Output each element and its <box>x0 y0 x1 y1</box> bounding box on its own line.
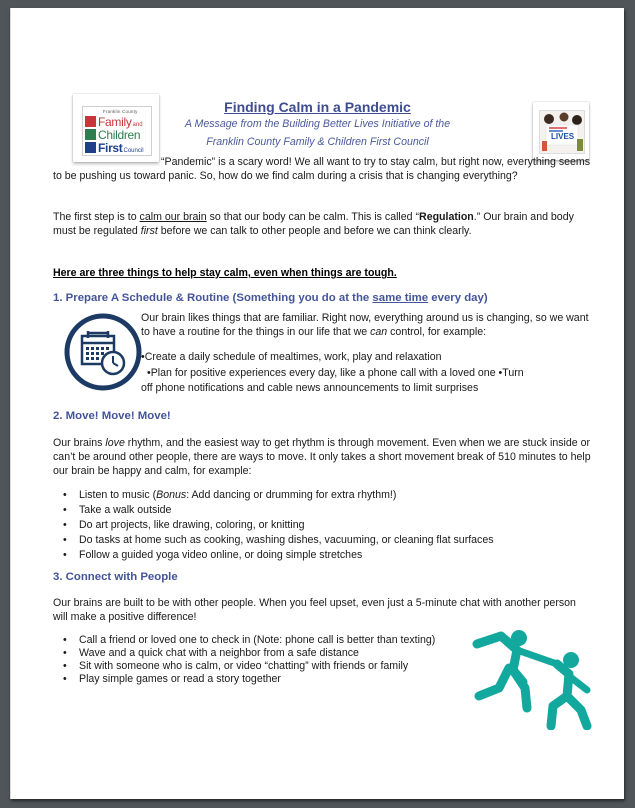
logo-line-franklin-county: Franklin County <box>103 109 138 114</box>
section-2-heading: 2. Move! Move! Move! <box>53 410 171 422</box>
document-page <box>10 8 624 799</box>
text-run: Follow a guided yoga video online, or doing simple stretches <box>79 549 363 561</box>
list-item <box>53 634 435 647</box>
text-run: Play simple games or read a story together <box>79 673 281 685</box>
three-things-heading: Here are three things to help stay calm, even when things are tough. <box>53 267 397 279</box>
italic-text: Bonus <box>156 489 187 501</box>
section-1-bullet-1: •Create a daily schedule of mealtimes, work, play and relaxation <box>141 351 442 363</box>
text-run: Our brain likes things that are familiar. Right now, everything around us is changing, so we want to have a routine for the things in our life that we <box>141 312 589 338</box>
helping-hand-people-icon <box>469 626 601 730</box>
bullet-icon: • <box>63 660 67 672</box>
text-run: Call a friend or loved one to check in (Note: phone call is better than texting) <box>79 634 436 646</box>
bullet-icon: • <box>63 634 67 646</box>
list-item <box>53 647 435 660</box>
section-1-body <box>141 311 593 339</box>
text-run: Do art projects, like drawing, coloring, or knitting <box>79 519 305 531</box>
text-run: Wave and a quick chat with a neighbor from a safe distance <box>79 647 359 659</box>
list-item <box>53 488 494 503</box>
text-run: rhythm, and the easiest way to get rhythm is through movement. Even when we are stuck inside or can’t be around other people, there are ways to move. It only takes a short movement break of 510 minutes to help our brain be happy and calm, for example: <box>53 437 591 477</box>
bullet-icon: • <box>63 504 67 516</box>
section-3-bullet-list <box>53 634 435 686</box>
text-run: so that our body can be calm. This is called “ <box>206 211 420 223</box>
regulation-paragraph <box>53 210 593 238</box>
page-title: Finding Calm in a Pandemic <box>224 99 411 115</box>
section-1-bullet-2: •Plan for positive experiences every day, like a phone call with a loved one •Turn <box>147 367 524 379</box>
italic-text: can <box>370 326 388 338</box>
italic-text: first <box>140 225 158 237</box>
text-run: before we can talk to other people and before we can think clearly. <box>157 225 472 237</box>
logo-word-and: and <box>132 122 143 128</box>
section-1-heading <box>53 292 488 304</box>
text-run: Sit with someone who is calm, or video “chatting” with friends or family <box>79 660 409 672</box>
logo-word-family: Family <box>98 114 132 129</box>
list-item <box>53 518 494 533</box>
section-3-heading: 3. Connect with People <box>53 571 178 583</box>
text-run: .” Our brain and body must be regulated <box>53 211 574 237</box>
logo-word-first: First <box>98 140 123 155</box>
intro-paragraph: “Pandemic” is a scary word! We all want to try to stay calm, but right now, everything seems to be pushing us toward panic. So, how do we find calm during a crisis that is changing everything? <box>53 156 591 182</box>
text-run: 1. Prepare A Schedule & Routine (Something you do at the <box>53 292 373 304</box>
bullet-icon: • <box>63 673 67 685</box>
text-run: Listen to music ( <box>79 489 157 501</box>
text-run: The first step is to <box>53 211 140 223</box>
logo-word-lives: LIVES <box>551 132 575 141</box>
text-run: : Add dancing or drumming for extra rhythm!) <box>186 489 397 501</box>
bullet-icon: • <box>63 519 67 531</box>
list-item <box>53 673 435 686</box>
list-item <box>53 548 494 563</box>
calendar-clock-icon <box>63 312 143 392</box>
bullet-icon: • <box>63 549 67 561</box>
text-run: Do tasks at home such as cooking, washing dishes, vacuuming, or cleaning flat surfaces <box>79 534 494 546</box>
underlined-text: same time <box>372 292 429 304</box>
logo-word-children: Children <box>98 127 141 142</box>
bullet-icon: • <box>63 534 67 546</box>
section-2-body <box>53 436 593 478</box>
subtitle-line-1: A Message from the Building Better Lives Initiative of the <box>184 118 451 130</box>
text-run: every day) <box>428 292 488 304</box>
bullet-icon: • <box>63 489 67 501</box>
underlined-text: calm our brain <box>139 211 207 223</box>
bullet-icon: • <box>63 647 67 659</box>
text-run: Our brains <box>53 437 106 449</box>
section-2-bullet-list <box>53 488 494 563</box>
list-item <box>53 660 435 673</box>
section-1-bullet-3: off phone notifications and cable news announcements to limit surprises <box>141 382 479 394</box>
list-item <box>53 503 494 518</box>
list-item <box>53 533 494 548</box>
text-run: control, for example: <box>387 326 487 338</box>
subtitle-line-2: Franklin County Family & Children First Council <box>206 136 429 148</box>
italic-text: love <box>105 437 125 449</box>
logo-word-council: Council <box>123 148 144 154</box>
section-3-body: Our brains are built to be with other people. When you feel upset, even just a 5-minute chat with another person will make a positive difference! <box>53 597 576 623</box>
text-run: Take a walk outside <box>79 504 172 516</box>
bold-text: Regulation <box>419 211 474 223</box>
